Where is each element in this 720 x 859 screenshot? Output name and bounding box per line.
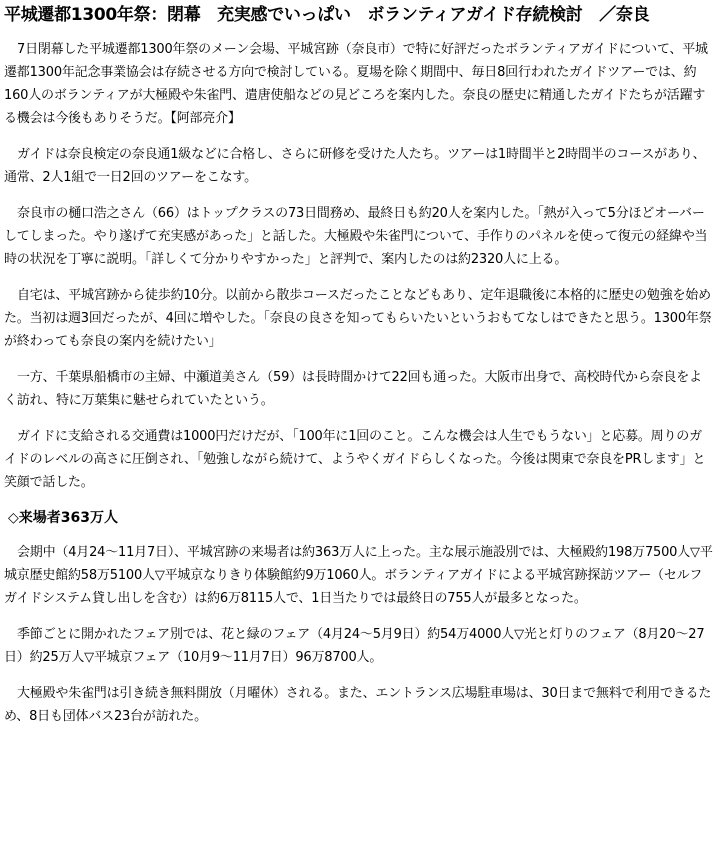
article-paragraph: 奈良市の樋口浩之さん（66）はトップクラスの73日間務め、最終日も約20人を案内した。「熱が入って5分ほどオーバーしてしまった。やり遂げて充実感があった」と話した。大極殿や朱雀門について、手作りのパネルを使って復元の経緯や当時の状況を丁寧に説明。「詳しくて分かりやすかった」と評判で、案内したのは約2320人に上る。 — [4, 206, 708, 267]
article-paragraph: 季節ごとに開かれたフェア別では、花と緑のフェア（4月24～5月9日）約54万4000人▽光と灯りのフェア（8月20～27日）約25万人▽平城京フェア（10月9～11月7日）96万8700人。 — [4, 627, 705, 665]
article-paragraph: 大極殿や朱雀門は引き続き無料開放（月曜休）される。また、エントランス広場駐車場は、30日まで無料で利用できるため、8日も団体バス23台が訪れた。 — [4, 686, 712, 724]
article-paragraph: 自宅は、平城宮跡から徒歩約10分。以前から散歩コースだったことなどもあり、定年退職後に本格的に歴史の勉強を始めた。当初は週3回だったが、4回に増やした。「奈良の良さを知ってもらいたいというおもてなしはできたと思う。1300年祭が終わっても奈良の案内を続けたい」 — [4, 288, 712, 349]
article-paragraph: 7日閉幕した平城遷都1300年祭のメーン会場、平城宮跡（奈良市）で特に好評だったボランティアガイドについて、平城遷都1300年記念事業協会は存続させる方向で検討している。夏場を除く期間中、毎日8回行われたガイドツアーでは、約160人のボランティアが大極殿や朱雀門、遣唐使船などの見どころを案内した。奈良の歴史に精通したガイドたちが活躍する機会は今後もありそうだ。【阿部亮介】 — [4, 42, 708, 126]
article-paragraph: ガイドは奈良検定の奈良通1級などに合格し、さらに研修を受けた人たち。ツアーは1時間半と2時間半のコースがあり、通常、2人1組で一日2回のツアーをこなす。 — [4, 147, 706, 185]
article-paragraph: ガイドに支給される交通費は1000円だけだが、「100年に1回のこと。こんな機会は人生でもうない」と応募。周りのガイドのレベルの高さに圧倒され、「勉強しながら続けて、ようやくガイドらしくなった。今後は関東で奈良をPRします」と笑顔で話した。 — [4, 429, 706, 490]
article-headline: 平城遷都1300年祭：閉幕 充実感でいっぱい ボランティアガイド存続検討 ／奈良 — [4, 5, 650, 25]
article-subheading: ◇来場者363万人 — [8, 510, 118, 526]
article-paragraph: 会期中（4月24～11月7日）、平城宮跡の来場者は約363万人に上った。主な展示施設別では、大極殿約198万7500人▽平城京歴史館約58万5100人▽平城京なりきり体験館約9万1060人。ボランティアガイドによる平城宮跡探訪ツアー（セルフガイドシステム貸し出しを含む）は約6万8115人で、1日当たりでは最終日の755人が最多となった。 — [4, 545, 713, 606]
article-paragraph: 一方、千葉県船橋市の主婦、中瀬道美さん（59）は長時間かけて22回も通った。大阪市出身で、高校時代から奈良をよく訪れ、特に万葉集に魅せられていたという。 — [4, 370, 702, 408]
